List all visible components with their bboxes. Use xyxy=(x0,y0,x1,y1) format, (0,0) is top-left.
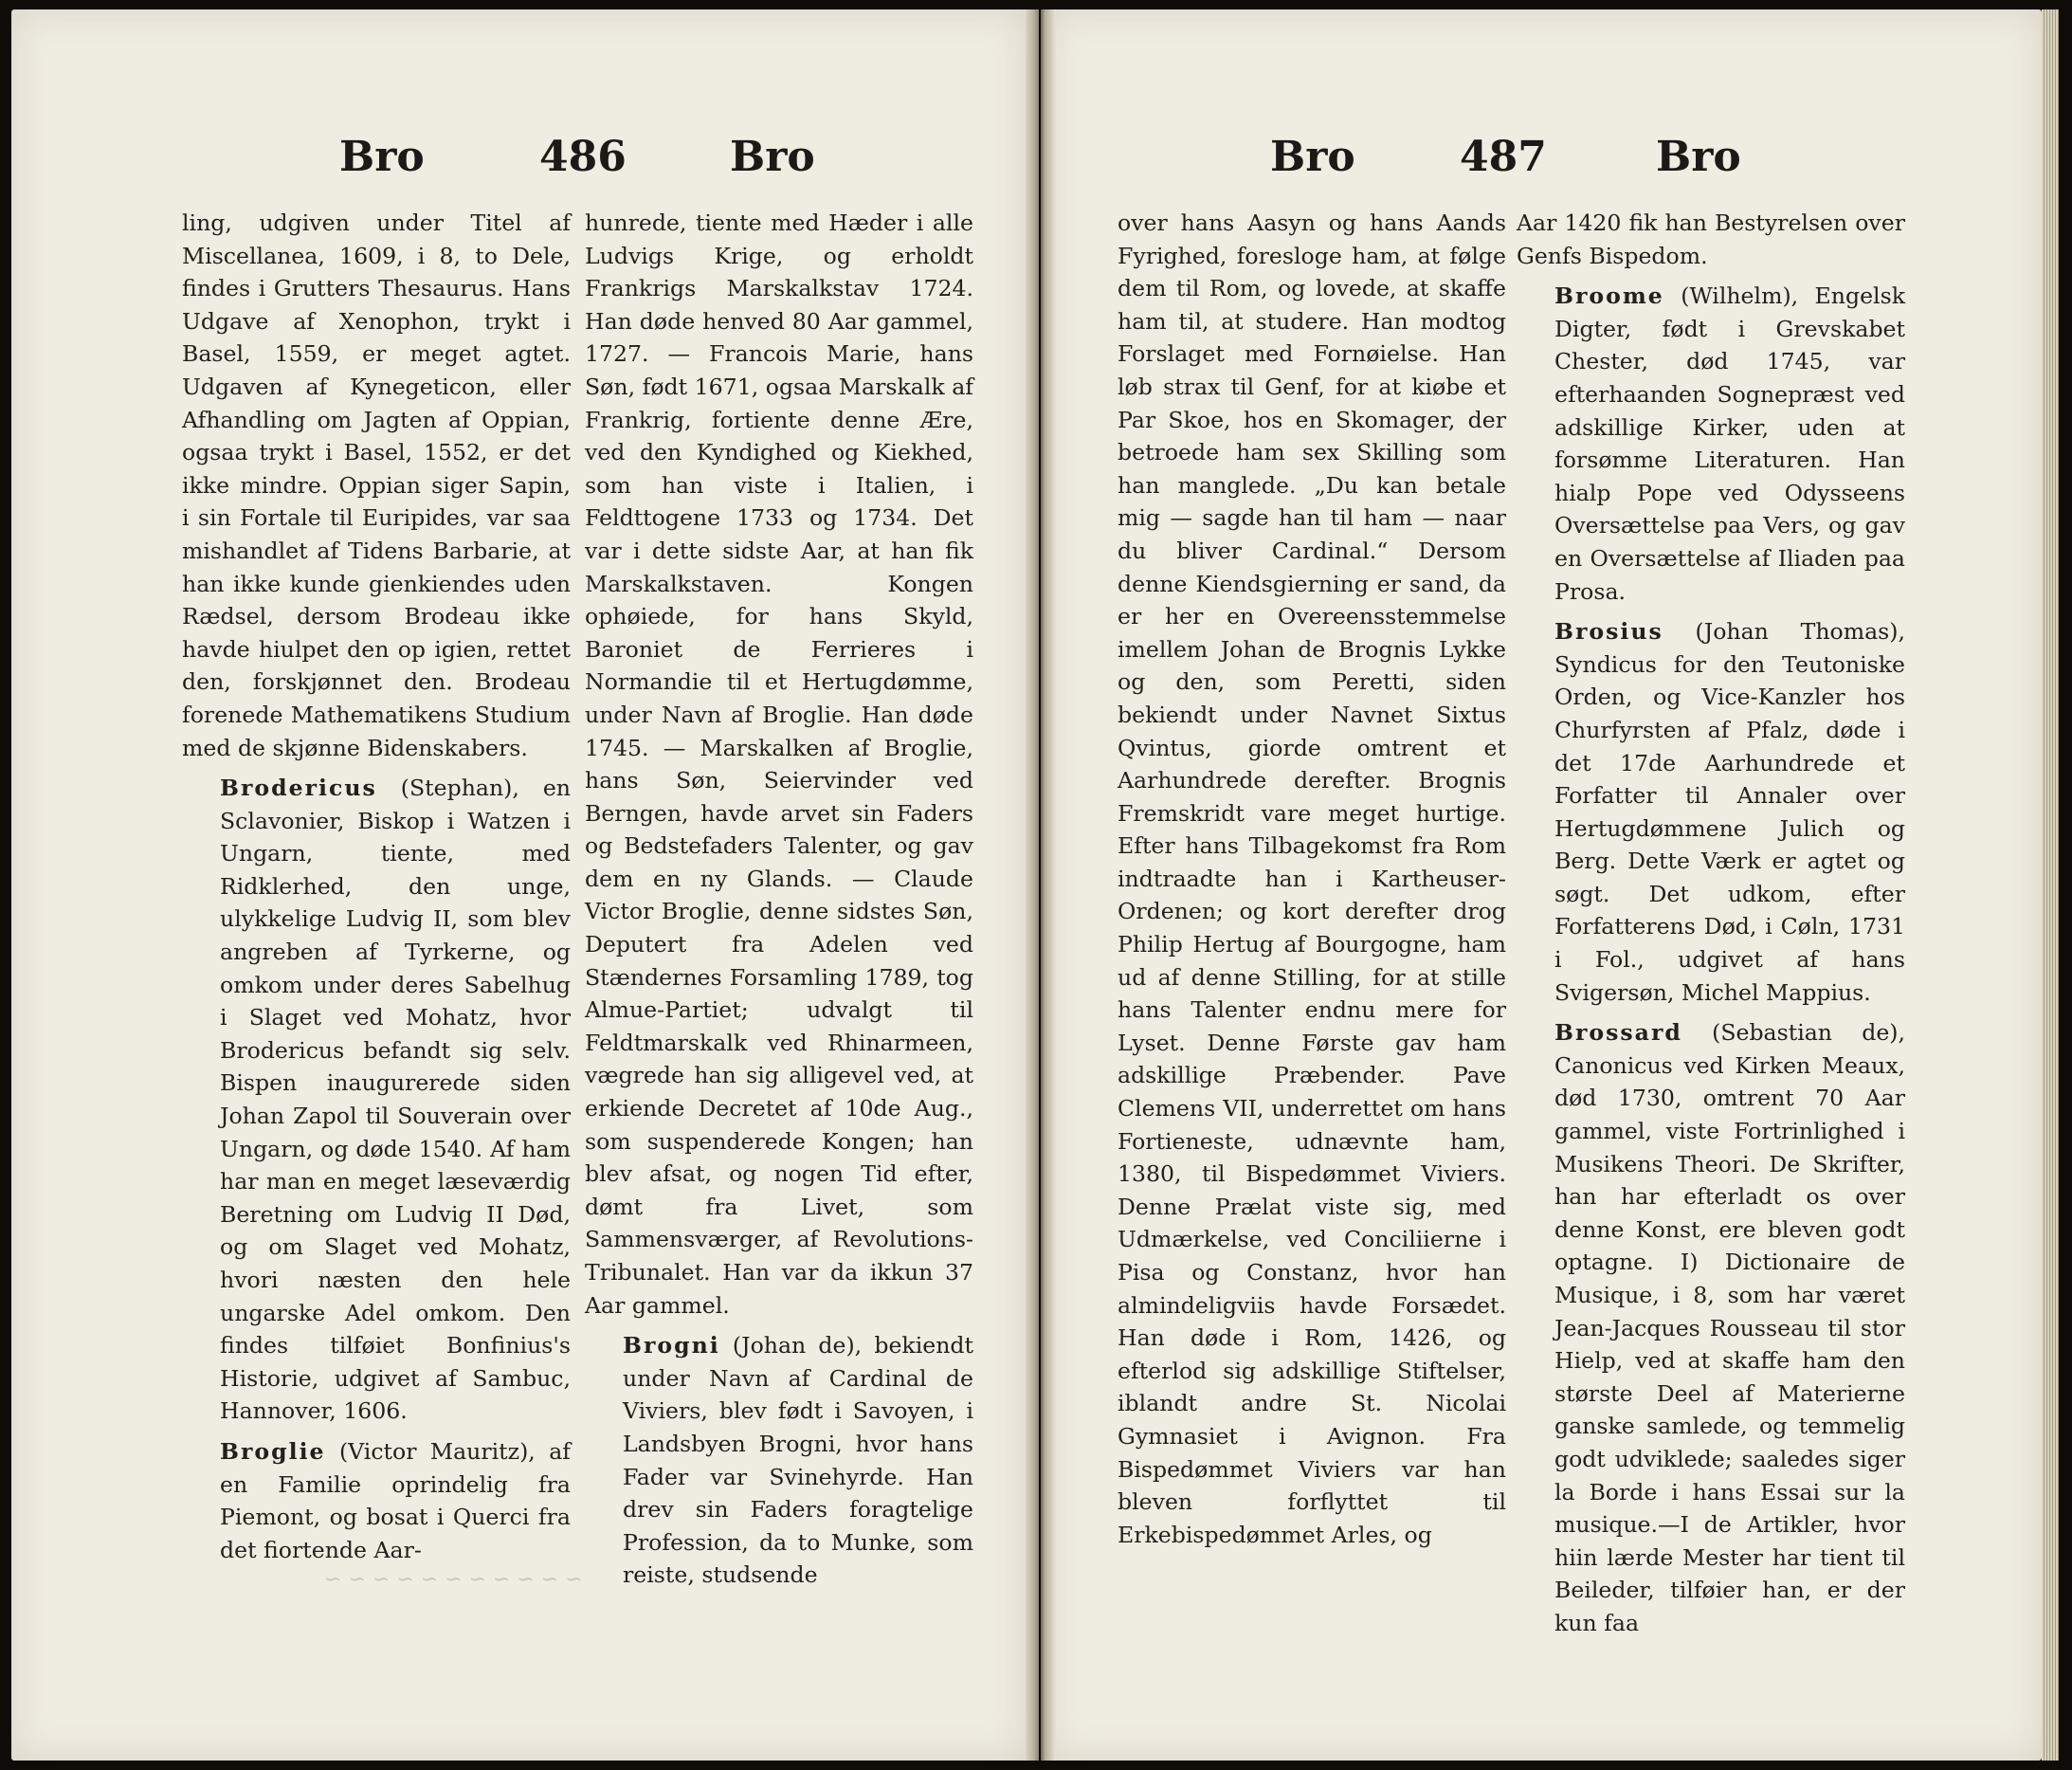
entry-paragraph xyxy=(1517,1016,1905,1639)
right-page xyxy=(1046,9,2042,1761)
header-right-word: Bro xyxy=(730,133,815,181)
entry-paragraph xyxy=(1517,615,1905,1009)
left-page-header xyxy=(11,133,1026,190)
entry-text: ling, udgiven under Titel af Miscellanea, 1609, i 8, to Dele, findes i Grutters Thesaurus. Hans Udgave af Xenophon, trykt i Basel, 1559, er meget agtet. Udgaven af Kynegeticon, eller Afhandling om Jagten af Oppian, ogsaa trykt i Basel, 1552, er det ikke mindre. Oppian siger Sapin, i sin Fortale til Euripides, var saa mishandlet af Tidens Barbarie, at han ikke kunde gienkiendes uden Rædsel, dersom Brodeau ikke havde hiulpet den op igien, rettet den, forskjønnet den. Brodeau forenede Mathematikens Studium med de skjønne Bidenskabers. xyxy=(182,210,571,761)
entry-text: (Sebastian de), Canonicus ved Kirken Meaux, død 1730, omtrent 70 Aar gammel, viste Fortrinlighed i Musikens Theori. De Skrifter, han har efterladt os over denne Konst, ere bleven godt optagne. I) Dictionaire de Musique, i 8, som har været Jean-Jacques Rousseau til stor Hielp, ved at skaffe ham den største Deel af Materierne ganske samlede, og temmelig godt udviklede; saaledes siger la Borde i hans Essai sur la musique.—I de Artikler, hvor hiin lærde Mester har tient til Beileder, tilføier han, er der kun faa xyxy=(1554,1019,1905,1636)
entry-text: (Johan de), bekiendt under Navn af Cardinal de Viviers, blev født i Savoyen, i Landsbyen Brogni, hvor hans Fader var Svinehyrde. Han drev sin Faders foragtelige Profession, da to Munke, som reiste, studsende xyxy=(623,1332,973,1589)
page-number: 487 xyxy=(1460,133,1547,181)
right-page-header xyxy=(1046,133,2042,190)
right-page-column-2 xyxy=(1517,207,1905,1640)
header-left-word: Bro xyxy=(339,133,425,181)
entry-paragraph xyxy=(182,207,571,764)
page-gutter xyxy=(1041,9,1056,1761)
page-edge xyxy=(2042,9,2059,1761)
entry-paragraph xyxy=(585,207,973,1322)
page-gutter xyxy=(1026,9,1039,1761)
entry-paragraph xyxy=(585,1329,973,1592)
show-through-text: ~ ~ ~ ~ ~ ~ ~ ~ ~ ~ ~ xyxy=(324,1568,583,1592)
entry-paragraph xyxy=(1517,280,1905,608)
page-number: 486 xyxy=(539,133,627,181)
entry-paragraph xyxy=(1118,207,1506,1551)
entry-text: (Victor Mauritz), af en Familie oprindelig fra Piemont, og bosat i Querci fra det fiortende Aar- xyxy=(220,1437,571,1563)
entry-headword: Broome xyxy=(1554,283,1664,310)
right-page-column-1 xyxy=(1118,207,1506,1551)
entry-text: over hans Aasyn og hans Aands Fyrighed, foresloge ham, at følge dem til Rom, og lovede, at skaffe ham til, at studere. Han modtog Forslaget med Fornøielse. Han løb strax til Genf, for at kiøbe et Par Skoe, hos en Skomager, der betroede ham sex Skilling som han manglede. „Du kan betale mig — sagde han til ham — naar du bliver Cardinal.“ Dersom denne Kiendsgierning er sand, da er her en Overeensstemmelse imellem Johan de Brognis Lykke og den, som Peretti, siden bekiendt under Navnet Sixtus Qvintus, giorde omtrent et Aarhundrede derefter. Brognis Fremskridt vare meget hurtige. Efter hans Tilbagekomst fra Rom indtraadte han i Kartheuser-Ordenen; og kort derefter drog Philip Hertug af Bourgogne, ham ud af denne Stilling, for at stille hans Talenter endnu mere for Lyset. Denne Første gav ham adskillige Præbender. Pave Clemens VII, underrettet om hans Fortieneste, udnævnte ham, 1380, til Bispedømmet Viviers. Denne Prælat viste sig, med Udmærkelse, ved Conciliierne i Pisa og Constanz, hvor han almindeligviis havde Forsædet. Han døde i Rom, 1426, og efterlod sig adskillige Stiftelser, iblandt andre St. Nicolai Gymnasiet i Avignon. Fra Bispedømmet Viviers var han bleven forflyttet til Erkebispedømmet Arles, og xyxy=(1118,210,1506,1548)
entry-headword: Brogni xyxy=(623,1332,720,1359)
entry-paragraph xyxy=(1517,207,1905,272)
entry-headword: Brodericus xyxy=(220,775,377,802)
entry-headword: Brossard xyxy=(1554,1019,1682,1047)
entry-paragraph xyxy=(182,772,571,1428)
entry-text: hunrede, tiente med Hæder i alle Ludvigs Krige, og erholdt Frankrigs Marskalkstav 1724. Han døde henved 80 Aar gammel, 1727. — Francois Marie, hans Søn, født 1671, ogsaa Marskalk af Frankrig, fortiente denne Ære, ved den Kyndighed og Kiekhed, som han viste i Italien, i Feldttogene 1733 og 1734. Det var i dette sidste Aar, at han fik Marskalkstaven. Kongen ophøiede, for hans Skyld, Baroniet de Ferrieres i Normandie til et Hertugdømme, under Navn af Broglie. Han døde 1745. — Marskalken af Broglie, hans Søn, Seiervinder ved Berngen, havde arvet sin Faders og Bedstefaders Talenter, og gav dem en ny Glands. — Claude Victor Broglie, denne sidstes Søn, Deputert fra Adelen ved Stændernes Forsamling 1789, tog Almue-Partiet; udvalgt til Feldtmarskalk ved Rhinarmeen, vægrede han sig alligevel ved, at erkiende Decretet af 10de Aug., som suspenderede Kongen; han blev afsat, og nogen Tid efter, dømt fra Livet, som Sammensværger, af Revolutions-Tribunalet. Han var da ikkun 37 Aar gammel. xyxy=(585,210,973,1319)
left-page-column-1 xyxy=(182,207,571,1566)
header-right-word: Bro xyxy=(1656,133,1741,181)
entry-headword: Brosius xyxy=(1554,618,1663,646)
entry-text: Aar 1420 fik han Bestyrelsen over Genfs Bispedom. xyxy=(1517,210,1905,269)
left-page xyxy=(11,9,1026,1761)
entry-text: (Johan Thomas), Syndicus for den Teutoniske Orden, og Vice-Kanzler hos Churfyrsten af Pfalz, døde i det 17de Aarhundrede et Forfatter til Annaler over Hertugdømmene Julich og Berg. Dette Værk er agtet og søgt. Det udkom, efter Forfatterens Død, i Cøln, 1731 i Fol., udgivet af hans Svigersøn, Michel Mappius. xyxy=(1554,618,1905,1006)
entry-text: (Stephan), en Sclavonier, Biskop i Watzen i Ungarn, tiente, med Ridklerhed, den unge, ulykkelige Ludvig II, som blev angreben af Tyrkerne, og omkom under deres Sabelhug i Slaget ved Mohatz, hvor Brodericus befandt sig selv. Bispen inaugurerede siden Johan Zapol til Souverain over Ungarn, og døde 1540. Af ham har man en meget læseværdig Beretning om Ludvig II Død, og om Slaget ved Mohatz, hvori næsten den hele ungarske Adel omkom. Den findes tilføiet Bonfinius's Historie, udgivet af Sambuc, Hannover, 1606. xyxy=(220,775,571,1425)
entry-text: (Wilhelm), Engelsk Digter, født i Grevskabet Chester, død 1745, var efterhaanden Sognepræst ved adskillige Kirker, uden at forsømme Literaturen. Han hialp Pope ved Odysseens Oversættelse paa Vers, og gav en Oversættelse af Iliaden paa Prosa. xyxy=(1554,283,1905,605)
entry-paragraph xyxy=(182,1435,571,1566)
entry-headword: Broglie xyxy=(220,1437,326,1465)
left-page-column-2 xyxy=(585,207,973,1592)
header-left-word: Bro xyxy=(1270,133,1355,181)
